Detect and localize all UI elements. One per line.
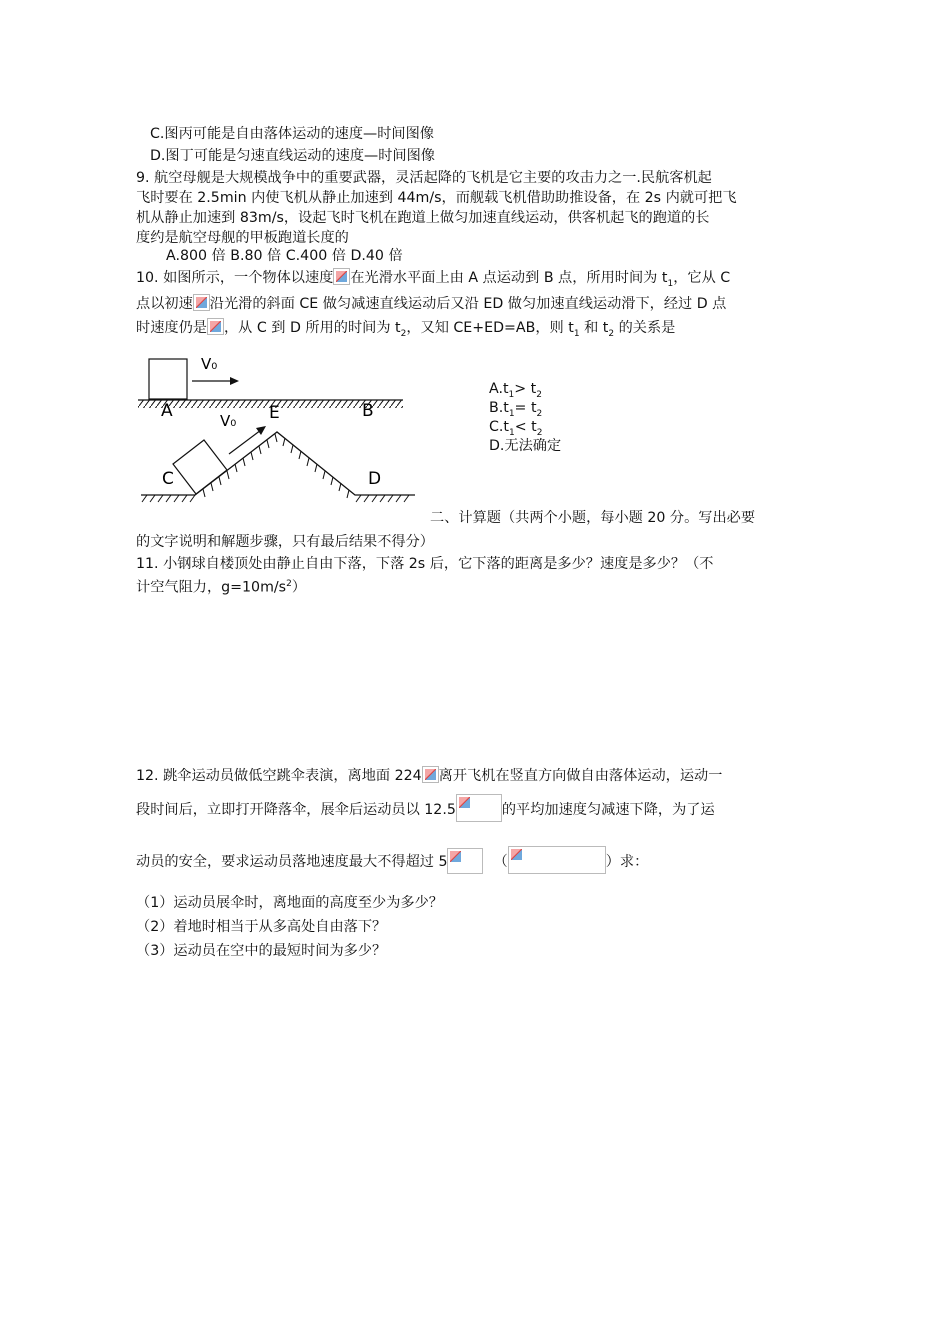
image-placeholder-icon	[422, 766, 439, 783]
image-placeholder-icon	[448, 849, 465, 866]
q10-text-line3	[136, 318, 675, 344]
image-placeholder-box	[456, 794, 502, 822]
q10-line3-c: ，又知 CE+ED=AB，则 t	[406, 320, 574, 336]
q10-line3-d: 和 t	[579, 320, 609, 336]
image-placeholder-box	[447, 848, 483, 874]
image-placeholder-icon	[457, 795, 474, 812]
q10-line1-start: 10. 如图所示，一个物体以速度	[136, 270, 334, 286]
q12-line3-end: ）求：	[605, 854, 649, 870]
image-placeholder-icon	[333, 268, 350, 285]
q10-option-b: $B.t_1= t_2$	[489, 400, 543, 419]
section2-heading: 二、计算题（共两个小题，每小题 20 分。写出必要	[430, 510, 756, 526]
q10-line2-start: 点以初速	[136, 296, 193, 312]
image-placeholder-icon	[193, 294, 210, 311]
q11-text-line1: 11. 小钢球自楼顶处由静止自由下落，下落 2s 后，它下落的距离是多少？速度是多少？（不	[136, 556, 714, 572]
q12-text-line1	[136, 766, 722, 786]
q12-line1-start: 12. 跳伞运动员做低空跳伞表演，离地面 224	[136, 768, 422, 784]
q10-sub-1b: 1	[573, 328, 580, 339]
q11-text-line2	[136, 574, 306, 598]
q12-sub2: （2）着地时相当于从多高处自由落下？	[136, 919, 387, 935]
q12-sub1: （1）运动员展伞时，离地面的高度至少为多少？	[136, 895, 443, 911]
velocity-arrowhead-top	[230, 377, 239, 385]
q10-option-d: D.无法确定	[489, 438, 562, 454]
q10-line3-b: ，从 C 到 D 所用的时间为 t	[223, 320, 401, 336]
q12-sub3: （3）运动员在空中的最短时间为多少？	[136, 943, 387, 959]
q10-option-a: $A.t_1> t_2$	[489, 381, 542, 400]
q9-text-line1: 9. 航空母舰是大规模战争中的重要武器，灵活起降的飞机是它主要的攻击力之一.民航客机起	[136, 170, 712, 186]
velocity-arrow-incline	[229, 430, 261, 454]
q12-line3-start: 动员的安全，要求运动员落地速度最大不得超过 5	[136, 854, 448, 870]
q10-text-line2	[136, 294, 726, 314]
q10-text-line1	[136, 268, 730, 294]
q10-option-c: $C.t_1< t_2$	[489, 419, 543, 438]
q8-option-c: C.图丙可能是自由落体运动的速度—时间图像	[150, 126, 434, 142]
block-incline	[173, 440, 227, 494]
q10-figure	[133, 350, 423, 510]
q10-sub-1: 1	[667, 278, 674, 289]
image-placeholder-box	[508, 846, 606, 874]
q12-line3-paren: （	[493, 854, 508, 870]
q12-line2-end: 的平均加速度匀减速下降，为了运	[501, 802, 715, 818]
image-placeholder-icon	[509, 847, 526, 864]
q8-option-d: D.图丁可能是匀速直线运动的速度—时间图像	[150, 148, 435, 164]
label-d: D	[368, 469, 382, 489]
velocity-arrowhead-incline	[256, 426, 266, 435]
v0-label-incline: V₀	[220, 412, 237, 430]
q10-line1-end: ，它从 C	[673, 270, 731, 286]
label-c: C	[162, 469, 174, 489]
q10-sub-2: 2	[400, 328, 407, 339]
block-top	[149, 359, 187, 399]
q9-options: A.800 倍 B.80 倍 C.400 倍 D.40 倍	[166, 248, 403, 264]
label-a: A	[161, 401, 173, 421]
q12-text-line2	[136, 794, 715, 822]
q10-sub-2b: 2	[608, 328, 615, 339]
label-e: E	[269, 403, 280, 423]
q12-text-line3	[136, 846, 648, 874]
q9-text-line2: 飞时要在 2.5min 内使飞机从静止加速到 44m/s，而舰载飞机借助助推设备，在 2s 内就可把飞	[136, 190, 737, 206]
q10-line3-start: 时速度仍是	[136, 320, 207, 336]
q10-line2-end: 沿光滑的斜面 CE 做匀减速直线运动后又沿 ED 做匀加速直线运动滑下，经过 D 点	[209, 296, 727, 312]
q12-line1-end: 离开飞机在竖直方向做自由落体运动，运动一	[438, 768, 723, 784]
q12-line2-start: 段时间后，立即打开降落伞，展伞后运动员以 12.5	[136, 802, 456, 818]
q9-text-line4: 度约是航空母舰的甲板跑道长度的	[136, 230, 349, 246]
q9-text-line3: 机从静止加速到 83m/s，设起飞时飞机在跑道上做匀加速直线运动，供客机起飞的跑道的长	[136, 210, 710, 226]
q11-sup: 2	[286, 579, 292, 589]
image-placeholder-icon	[207, 318, 224, 335]
q10-line1-mid: 在光滑水平面上由 A 点运动到 B 点，所用时间为 t	[350, 270, 668, 286]
q11-line2-end: ）	[291, 579, 307, 596]
v0-label-top: V₀	[201, 355, 218, 373]
q10-line3-e: 的关系是	[614, 320, 676, 336]
q11-line2-start: 计空气阻力，g=10m/s	[136, 579, 287, 596]
label-b: B	[362, 401, 374, 421]
section2-heading-cont: 的文字说明和解题步骤，只有最后结果不得分）	[136, 534, 434, 550]
